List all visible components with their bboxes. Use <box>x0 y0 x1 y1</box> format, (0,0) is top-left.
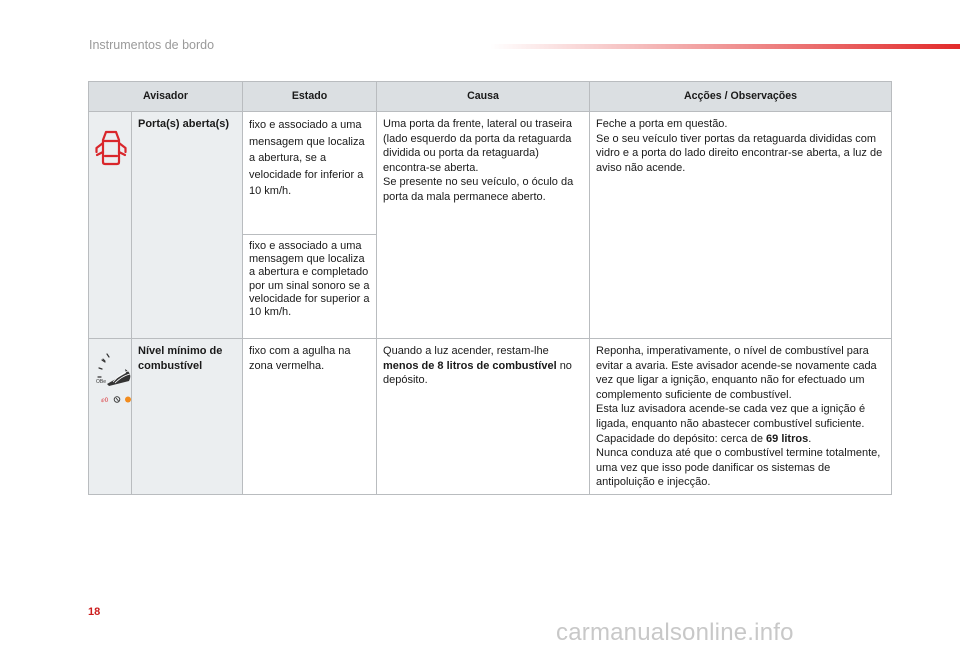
causa-cell <box>377 339 590 495</box>
col-header-avisador: Avisador <box>89 82 243 112</box>
capacity-value: 69 litros <box>766 432 809 445</box>
accoes-cell <box>590 339 892 495</box>
accoes-text-2: Se o seu veículo tiver portas da retaguarda divididas com vidro e a porta do lado direito encontrar-se aberta, a luz de aviso não acende. <box>596 132 883 174</box>
col-header-accoes: Acções / Observações <box>590 82 892 112</box>
causa-text-2: Se presente no seu veículo, o óculo da porta da mala permanece aberto. <box>383 176 574 203</box>
page-number: 18 <box>88 606 101 618</box>
svg-text:ⅇ0: ⅇ0 <box>101 398 109 404</box>
warning-name: Nível mínimo de combustível <box>132 339 243 495</box>
causa-text <box>383 344 584 388</box>
causa-text-after: no depósito. <box>383 359 572 387</box>
accoes-text-1: Feche a porta em questão. <box>596 118 728 130</box>
causa-text-before: Quando a luz acender, restam-lhe <box>383 345 549 357</box>
causa-text-bold: menos de 8 litros de combustível <box>383 359 557 372</box>
estado-text: fixo com a agulha na zona vermelha. <box>249 345 351 372</box>
estado-text: fixo e associado a uma mensagem que localiza a abertura e completado por um sinal sonoro se a velocidade for superior a 10 km/h. <box>249 240 370 319</box>
warning-name: Porta(s) aberta(s) <box>132 112 243 339</box>
capacity-label: Capacidade do depósito: cerca de <box>596 432 763 445</box>
car-door-open-icon <box>95 129 127 167</box>
table-row <box>89 339 892 495</box>
accoes-capacity <box>596 432 886 447</box>
icon-cell <box>89 339 132 495</box>
header-accent-line <box>490 44 960 49</box>
col-header-estado: Estado <box>243 82 377 112</box>
estado-cell <box>243 235 377 339</box>
causa-cell <box>377 112 590 339</box>
accoes-paragraph-1: Reponha, imperativamente, o nível de combustível para evitar a avaria. Este avisador acende-se novamente cada vez que ligar a ignição, enquanto não for efectuado um complemento suficiente de combustível. <box>596 345 877 401</box>
estado-text: fixo e associado a uma mensagem que localiza a abertura, se a velocidade for inferior a 10 km/h. <box>249 119 365 197</box>
fuel-gauge-icon <box>95 352 137 404</box>
watermark: carmanualsonline.info <box>556 619 794 646</box>
table-header-row <box>89 82 892 112</box>
causa-text-1: Uma porta da frente, lateral ou traseira (lado esquerdo da porta da retaguarda dividida ou porta da retaguarda) encontra-se aberta. <box>383 118 572 174</box>
svg-text:OBe: OBe <box>96 379 107 385</box>
icon-cell <box>89 112 132 339</box>
estado-cell <box>243 112 377 235</box>
table-row <box>89 112 892 235</box>
estado-cell <box>243 339 377 495</box>
accoes-paragraph-3: Nunca conduza até que o combustível termine totalmente, uma vez que isso pode danificar os sistemas de antipoluição e injecção. <box>596 447 881 489</box>
capacity-end: . <box>808 432 812 445</box>
warning-lights-table <box>88 81 892 495</box>
col-header-causa: Causa <box>377 82 590 112</box>
accoes-paragraph-2: Esta luz avisadora acende-se cada vez que a ignição é ligada, enquanto não abastecer combustível suficiente. <box>596 403 866 430</box>
accoes-cell <box>590 112 892 339</box>
page-header-title: Instrumentos de bordo <box>89 38 215 52</box>
